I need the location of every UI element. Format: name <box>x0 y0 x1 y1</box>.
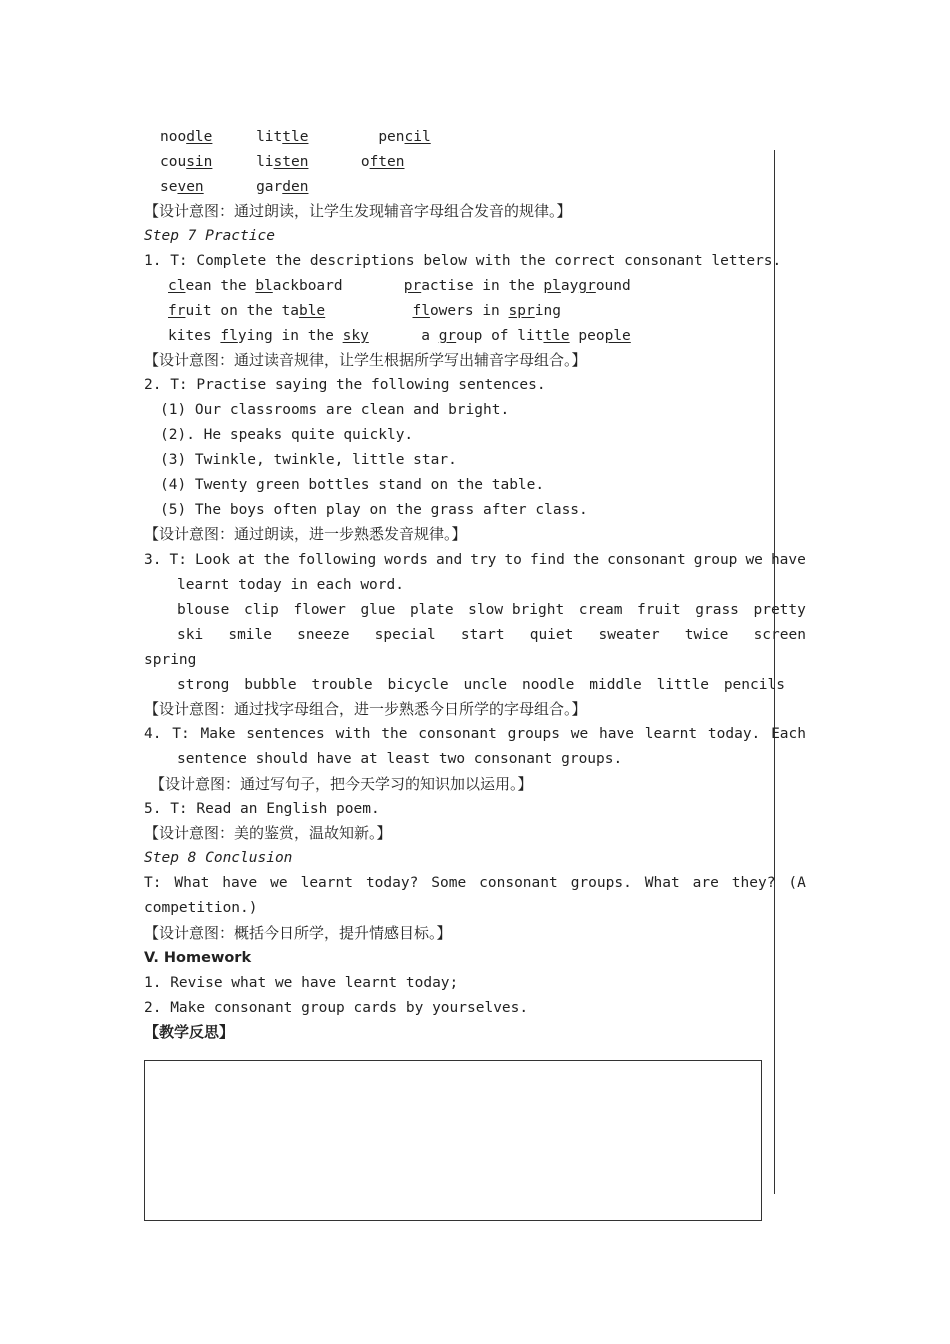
design-intent: 【设计意图：概括今日所学，提升情感目标。】 <box>144 924 452 942</box>
sentence: (2). He speaks quite quickly. <box>160 427 414 443</box>
sentence: (3) Twinkle, twinkle, little star. <box>160 452 457 468</box>
task-3: 3. T: Look at the following words and try to find the consonant group we have <box>144 552 806 568</box>
design-intent: 【设计意图：通过写句子，把今天学习的知识加以运用。】 <box>150 775 533 793</box>
sentence: (1) Our classrooms are clean and bright. <box>160 402 510 418</box>
reflection-box[interactable] <box>144 1060 762 1221</box>
word-row-3: seven garden <box>160 179 309 195</box>
phrase-row-1: clean the blackboard practise in the playground <box>168 278 631 294</box>
phrase-row-3: kites flying in the sky a group of little people <box>168 328 631 344</box>
conclusion-cont: competition.) <box>144 900 258 916</box>
word-list-1: blouse clip flower glue plate slow bright cream fruit grass pretty <box>177 602 806 618</box>
sentence: (5) The boys often play on the grass after class. <box>160 502 588 518</box>
task-1: 1. T: Complete the descriptions below with the correct consonant letters. <box>144 253 782 269</box>
word-row-1: noodle little pencil <box>160 129 431 145</box>
conclusion: T: What have we learnt today? Some consonant groups. What are they? (A <box>144 875 806 891</box>
design-intent: 【设计意图：通过朗读，进一步熟悉发音规律。】 <box>144 525 467 543</box>
task-4: 4. T: Make sentences with the consonant groups we have learnt today. Each <box>144 726 806 742</box>
step-heading: Step 7 Practice <box>144 228 275 244</box>
word-list-2-cont: spring <box>144 652 197 668</box>
task-5: 5. T: Read an English poem. <box>144 801 380 817</box>
homework-item: 1. Revise what we have learnt today; <box>144 975 459 991</box>
design-intent: 【设计意图：通过找字母组合，进一步熟悉今日所学的字母组合。】 <box>144 700 587 718</box>
word-list-3: strong bubble trouble bicycle uncle noodle middle little pencils <box>177 677 785 693</box>
design-intent: 【设计意图：美的鉴赏，温故知新。】 <box>144 824 392 842</box>
task-4-cont: sentence should have at least two consonant groups. <box>177 751 623 767</box>
step-heading: Step 8 Conclusion <box>144 850 293 866</box>
design-intent: 【设计意图：通过朗读，让学生发现辅音字母组合发音的规律。】 <box>144 202 572 220</box>
homework-item: 2. Make consonant group cards by yourselves. <box>144 1000 529 1016</box>
homework-heading: V. Homework <box>144 950 252 966</box>
margin-rule <box>774 150 775 1194</box>
phrase-row-2: fruit on the table flowers in spring <box>168 303 561 319</box>
task-2: 2. T: Practise saying the following sentences. <box>144 377 546 393</box>
word-list-2: ski smile sneeze special start quiet sweater twice screen <box>177 627 806 643</box>
task-3-cont: learnt today in each word. <box>177 577 404 593</box>
word-row-2: cousin listen often <box>160 154 405 170</box>
reflection-heading: 【教学反思】 <box>144 1023 235 1041</box>
sentence: (4) Twenty green bottles stand on the table. <box>160 477 545 493</box>
design-intent: 【设计意图：通过读音规律，让学生根据所学写出辅音字母组合。】 <box>144 351 587 369</box>
